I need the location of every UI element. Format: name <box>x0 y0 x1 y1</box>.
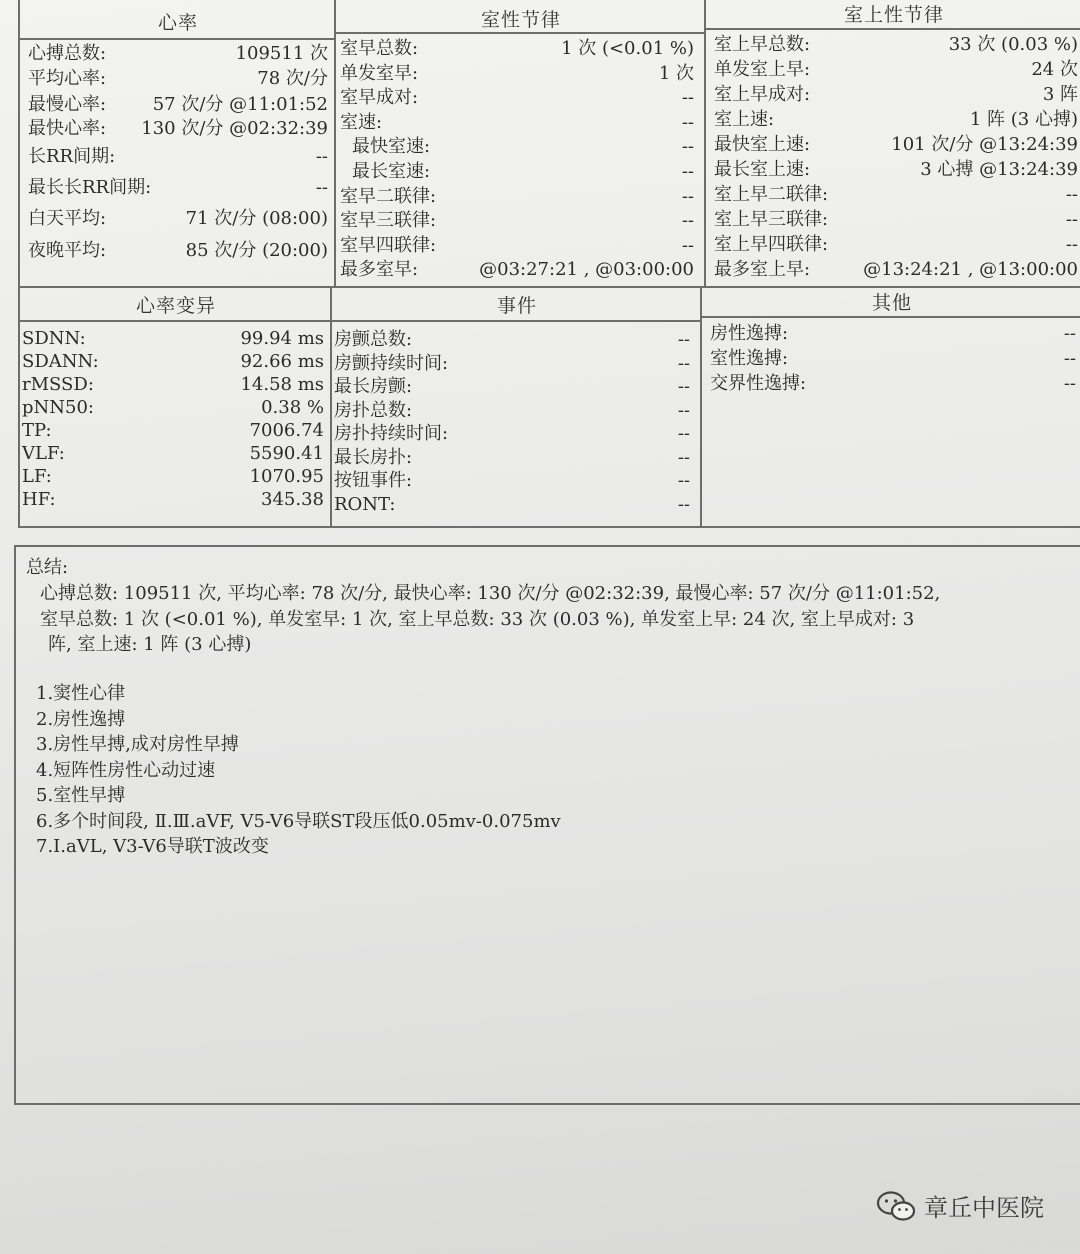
supraventricular-section <box>704 0 1080 288</box>
events-row <box>334 447 690 469</box>
ventricular-row <box>340 161 694 183</box>
ventricular-label: 室早总数: <box>340 38 419 59</box>
events-value: -- <box>677 470 690 491</box>
hrv-row <box>22 397 324 419</box>
others-label: 交界性逸搏: <box>710 373 807 394</box>
others-label: 房性逸搏: <box>710 323 789 344</box>
supraventricular-label: 最长室上速: <box>714 159 811 180</box>
events-row <box>334 329 690 351</box>
hrv-label: pNN50: <box>22 397 94 418</box>
ventricular-value: -- <box>681 111 694 133</box>
heart_rate-label: 最长长RR间期: <box>28 177 152 198</box>
supraventricular-label: 单发室上早: <box>714 59 811 80</box>
heart_rate-row <box>28 208 328 230</box>
supraventricular-title: 室上性节律 <box>843 4 944 26</box>
heart_rate-row <box>28 68 328 90</box>
supraventricular-value: 24 次 <box>1031 59 1078 80</box>
events-label: 最长房颤: <box>334 376 413 397</box>
supraventricular-value: 101 次/分 @13:24:39 <box>891 134 1078 155</box>
summary-line: 室早总数: 1 次 (<0.01 %), 单发室早: 1 次, 室上早总数: 33 次 (0.03 %), 单发室上早: 24 次, 室上早成对: 3 <box>40 609 915 630</box>
ventricular-value: -- <box>681 234 694 256</box>
ventricular-value: @03:27:21 , @03:00:00 <box>479 259 694 281</box>
summary-line: 心搏总数: 109511 次, 平均心率: 78 次/分, 最快心率: 130 次/分 @02:32:39, 最慢心率: 57 次/分 @11:01:52, <box>40 583 941 604</box>
events-label: 最长房扑: <box>334 446 413 468</box>
ventricular-label: 最多室早: <box>340 259 419 281</box>
ventricular-label: 室早二联律: <box>340 185 437 207</box>
supraventricular-label: 室上早总数: <box>714 34 811 55</box>
events-value: -- <box>677 399 690 421</box>
hrv-label: HF: <box>22 489 56 510</box>
events-label: 按钮事件: <box>334 470 413 491</box>
supraventricular-row <box>714 259 1078 281</box>
hrv-row <box>22 420 324 442</box>
hrv-value: 5590.41 <box>249 443 324 464</box>
heart_rate-value: 78 次/分 <box>257 68 328 89</box>
heart_rate-value: 85 次/分 (20:00) <box>185 240 328 261</box>
ventricular-value: -- <box>681 210 694 232</box>
supraventricular-row <box>714 234 1078 256</box>
supraventricular-label: 室上早四联律: <box>714 234 829 255</box>
supraventricular-row <box>714 209 1078 231</box>
heart-rate-title: 心率 <box>157 12 198 34</box>
heart_rate-label: 长RR间期: <box>28 146 116 167</box>
supraventricular-row <box>714 34 1078 56</box>
events-title: 事件 <box>496 295 537 317</box>
events-row <box>334 494 690 516</box>
hrv-row <box>22 328 324 350</box>
heart_rate-row <box>28 43 328 65</box>
others-label: 室性逸搏: <box>710 348 789 369</box>
ventricular-value: 1 次 (<0.01 %) <box>561 38 694 59</box>
events-row <box>334 376 690 398</box>
events-label: 房颤总数: <box>334 329 413 350</box>
supraventricular-label: 室上早成对: <box>714 84 811 105</box>
supraventricular-value: 33 次 (0.03 %) <box>948 34 1078 55</box>
events-section <box>330 286 702 528</box>
diagnosis-item: 5.室性早搏 <box>36 785 126 806</box>
hrv-label: SDNN: <box>22 328 86 349</box>
ventricular-section <box>334 0 706 288</box>
hrv-label: rMSSD: <box>22 374 94 395</box>
ventricular-label: 最快室速: <box>352 136 431 158</box>
ventricular-row <box>340 186 694 208</box>
events-label: 房颤持续时间: <box>334 352 449 374</box>
ventricular-value: -- <box>681 185 694 207</box>
events-row <box>334 353 690 375</box>
supraventricular-value: 1 阵 (3 心搏) <box>969 109 1078 130</box>
ventricular-row <box>340 210 694 232</box>
events-label: 房扑总数: <box>334 399 413 421</box>
ventricular-row <box>340 87 694 109</box>
heart_rate-value: 109511 次 <box>235 43 328 64</box>
supraventricular-value: 3 阵 <box>1042 84 1078 105</box>
diagnosis-item: 6.多个时间段, Ⅱ.Ⅲ.aVF, V5-V6导联ST段压低0.05mv-0.075mv <box>36 810 561 832</box>
statistics-grid <box>18 0 1080 528</box>
supraventricular-row <box>714 159 1078 181</box>
hrv-row <box>22 489 324 511</box>
events-value: -- <box>677 493 690 515</box>
heart_rate-row <box>28 118 328 140</box>
heart_rate-value: -- <box>315 146 328 167</box>
others-row <box>710 348 1076 370</box>
hrv-row <box>22 374 324 396</box>
diagnosis-item: 7.Ⅰ.aVL, V3-V6导联T波改变 <box>36 836 269 857</box>
ventricular-label: 最长室速: <box>352 161 431 182</box>
events-row <box>334 470 690 492</box>
supraventricular-value: @13:24:21 , @13:00:00 <box>863 259 1078 280</box>
ventricular-row <box>340 259 694 281</box>
heart_rate-row <box>28 177 328 199</box>
ventricular-label: 室早四联律: <box>340 234 437 256</box>
heart_rate-label: 夜晚平均: <box>28 240 107 261</box>
supraventricular-value: -- <box>1065 209 1078 230</box>
events-value: -- <box>677 352 690 374</box>
summary-section <box>14 545 1080 1105</box>
others-title: 其他 <box>871 292 912 314</box>
hrv-value: 92.66 ms <box>240 351 324 372</box>
others-value: -- <box>1063 323 1076 344</box>
ventricular-label: 室早成对: <box>340 87 419 109</box>
hrv-value: 1070.95 <box>249 466 324 487</box>
ventricular-value: -- <box>681 161 694 182</box>
supraventricular-value: -- <box>1065 234 1078 255</box>
heart_rate-label: 最慢心率: <box>28 94 107 115</box>
events-label: 房扑持续时间: <box>334 423 449 444</box>
others-value: -- <box>1063 373 1076 394</box>
heart_rate-label: 白天平均: <box>28 208 107 229</box>
hrv-label: LF: <box>22 466 52 487</box>
hrv-row <box>22 351 324 373</box>
events-value: -- <box>677 329 690 350</box>
supraventricular-label: 室上早二联律: <box>714 184 829 205</box>
ventricular-row <box>340 38 694 60</box>
diagnosis-item: 1.窦性心律 <box>36 683 126 704</box>
supraventricular-label: 最多室上早: <box>714 259 811 280</box>
summary-title: 总结: <box>26 557 69 578</box>
events-label: RONT: <box>334 493 396 515</box>
diagnosis-item: 4.短阵性房性心动过速 <box>36 759 216 781</box>
hrv-label: TP: <box>22 420 52 441</box>
supraventricular-label: 室上早三联律: <box>714 209 829 230</box>
hrv-label: SDANN: <box>22 351 99 372</box>
ventricular-row <box>340 136 694 158</box>
hrv-section <box>18 286 332 528</box>
heart_rate-value: 130 次/分 @02:32:39 <box>141 118 328 139</box>
supraventricular-row <box>714 109 1078 131</box>
heart_rate-label: 心搏总数: <box>28 43 107 64</box>
supraventricular-value: -- <box>1065 184 1078 205</box>
heart_rate-row <box>28 94 328 116</box>
events-row <box>334 400 690 422</box>
heart_rate-row <box>28 146 328 168</box>
wechat-icon <box>876 1190 916 1222</box>
events-value: -- <box>677 423 690 444</box>
heart_rate-label: 最快心率: <box>28 118 107 139</box>
supraventricular-row <box>714 59 1078 81</box>
ventricular-label: 单发室早: <box>340 62 419 84</box>
ventricular-label: 室早三联律: <box>340 210 437 232</box>
heart_rate-row <box>28 240 328 262</box>
supraventricular-value: 3 心搏 @13:24:39 <box>920 159 1078 180</box>
hrv-row <box>22 443 324 465</box>
others-value: -- <box>1063 348 1076 369</box>
others-row <box>710 373 1076 395</box>
hrv-value: 99.94 ms <box>240 328 324 349</box>
ventricular-value: -- <box>681 136 694 158</box>
hrv-value: 7006.74 <box>249 420 324 441</box>
hrv-value: 0.38 % <box>261 397 324 418</box>
heart_rate-label: 平均心率: <box>28 68 107 89</box>
heart_rate-value: 71 次/分 (08:00) <box>185 208 328 229</box>
hrv-label: VLF: <box>22 443 65 464</box>
supraventricular-label: 最快室上速: <box>714 134 811 155</box>
supraventricular-label: 室上速: <box>714 109 775 130</box>
diagnosis-item: 3.房性早搏,成对房性早搏 <box>36 734 239 755</box>
ventricular-title: 室性节律 <box>480 9 561 31</box>
heart_rate-value: -- <box>315 177 328 198</box>
hrv-row <box>22 466 324 488</box>
ventricular-row <box>340 63 694 85</box>
ventricular-row <box>340 112 694 134</box>
hrv-value: 14.58 ms <box>240 374 324 395</box>
ventricular-label: 室速: <box>340 111 383 133</box>
account-name: 章丘中医院 <box>924 1194 1044 1222</box>
supraventricular-row <box>714 184 1078 206</box>
heart_rate-value: 57 次/分 @11:01:52 <box>152 94 328 115</box>
ventricular-value: 1 次 <box>658 62 694 84</box>
others-section <box>700 286 1080 528</box>
others-row <box>710 323 1076 345</box>
summary-line: 阵, 室上速: 1 阵 (3 心搏) <box>48 634 252 655</box>
events-value: -- <box>677 376 690 397</box>
hrv-value: 345.38 <box>261 489 324 510</box>
events-value: -- <box>677 446 690 468</box>
supraventricular-row <box>714 84 1078 106</box>
events-row <box>334 423 690 445</box>
hrv-title: 心率变异 <box>135 295 216 317</box>
heart-rate-section <box>18 0 336 288</box>
ventricular-row <box>340 235 694 257</box>
diagnosis-item: 2.房性逸搏 <box>36 708 126 730</box>
ventricular-value: -- <box>681 87 694 109</box>
supraventricular-row <box>714 134 1078 156</box>
wechat-account-watermark <box>876 1188 1044 1223</box>
